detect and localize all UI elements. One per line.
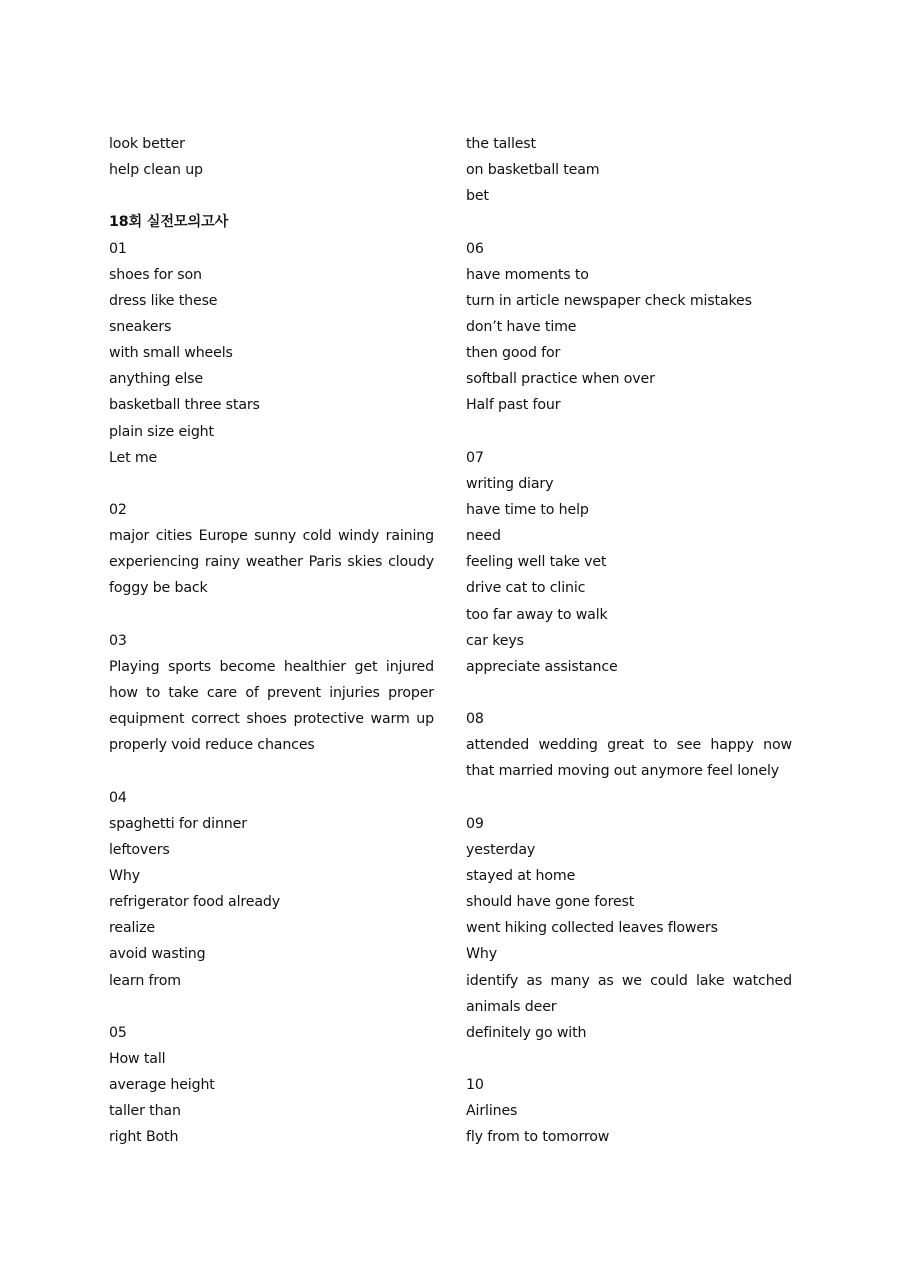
text-line: drive cat to clinic <box>466 580 586 597</box>
text-line: Why <box>466 946 497 963</box>
question-02 <box>109 497 434 602</box>
question-08 <box>466 706 792 784</box>
text-line: sneakers <box>109 318 172 335</box>
question-number: 04 <box>109 789 127 806</box>
spacer <box>109 471 434 497</box>
question-03 <box>109 628 434 759</box>
text-line: refrigerator food already <box>109 894 280 911</box>
text-line: leftovers <box>109 841 170 858</box>
question-number: 06 <box>466 240 484 257</box>
text-line: softball practice when over <box>466 371 655 388</box>
text-line: have time to help <box>466 501 589 518</box>
text-line: have moments to <box>466 266 589 283</box>
text-line: anything else <box>109 371 203 388</box>
text-line: plain size eight <box>109 423 214 440</box>
question-number: 10 <box>466 1077 484 1094</box>
text-line: too far away to walk <box>466 606 608 623</box>
question-07 <box>466 445 792 680</box>
text-line: on basketball team <box>466 162 600 179</box>
text-line: Let me <box>109 449 158 466</box>
text-line: taller than <box>109 1103 181 1120</box>
question-number: 09 <box>466 815 484 832</box>
text-line: don’t have time <box>466 318 577 335</box>
text-line: learn from <box>109 972 181 989</box>
text-line: avoid wasting <box>109 946 206 963</box>
text-line: fly from to tomorrow <box>466 1129 610 1146</box>
text-line: How tall <box>109 1051 166 1068</box>
text-line: the tallest <box>466 136 536 152</box>
question-01 <box>109 236 434 471</box>
question-04 <box>109 785 434 994</box>
text-line: yesterday <box>466 841 536 858</box>
spacer <box>109 183 434 209</box>
text-line: help clean up <box>109 162 203 179</box>
spacer <box>466 1046 792 1072</box>
right-column <box>466 131 792 1151</box>
spacer <box>466 209 792 235</box>
text-line: then good for <box>466 345 561 362</box>
text-line: should have gone forest <box>466 894 635 911</box>
question-05 <box>109 1020 434 1151</box>
text-line: look better <box>109 136 185 152</box>
text-line: definitely go with <box>466 1024 587 1041</box>
question-number: 05 <box>109 1024 127 1041</box>
question-number: 02 <box>109 501 127 518</box>
text-line: need <box>466 528 501 545</box>
text-line: average height <box>109 1077 215 1094</box>
section-title: 18회 실전모의고사 <box>109 214 229 231</box>
spacer <box>466 785 792 811</box>
spacer <box>109 602 434 628</box>
paragraph: attended wedding great to see happy now that married moving out anymore feel lonely <box>466 737 792 780</box>
question-number: 07 <box>466 449 484 466</box>
text-line: spaghetti for dinner <box>109 815 247 832</box>
question-number: 08 <box>466 711 484 728</box>
left-column <box>109 131 434 1151</box>
text-line: shoes for son <box>109 266 202 283</box>
text-line: appreciate assistance <box>466 658 618 675</box>
question-number: 03 <box>109 632 127 649</box>
question-09 <box>466 811 792 1046</box>
text-line: Airlines <box>466 1103 518 1120</box>
paragraph: Playing sports become healthier get injured how to take care of prevent injuries proper equipment correct shoes protective warm up properly void reduce chances <box>109 658 434 754</box>
text-line: realize <box>109 920 155 937</box>
spacer <box>109 758 434 784</box>
paragraph: major cities Europe sunny cold windy raining experiencing rainy weather Paris skies cloudy foggy be back <box>109 528 434 597</box>
spacer <box>466 680 792 706</box>
text-line: with small wheels <box>109 345 233 362</box>
spacer <box>466 419 792 445</box>
text-line: car keys <box>466 632 524 649</box>
question-number: 01 <box>109 240 127 257</box>
text-line: writing diary <box>466 475 554 492</box>
text-line: dress like these <box>109 292 218 309</box>
text-line: stayed at home <box>466 867 576 884</box>
spacer <box>109 994 434 1020</box>
text-line: bet <box>466 188 489 205</box>
paragraph: identify as many as we could lake watched animals deer <box>466 972 792 1015</box>
question-10 <box>466 1072 792 1150</box>
text-line: Why <box>109 868 140 885</box>
text-line: turn in article newspaper check mistakes <box>466 292 752 309</box>
question-06 <box>466 236 792 419</box>
text-line: feeling well take vet <box>466 554 607 571</box>
text-line: right Both <box>109 1129 179 1146</box>
text-line: basketball three stars <box>109 397 260 414</box>
text-line: went hiking collected leaves flowers <box>466 920 718 937</box>
text-line: Half past four <box>466 397 561 414</box>
